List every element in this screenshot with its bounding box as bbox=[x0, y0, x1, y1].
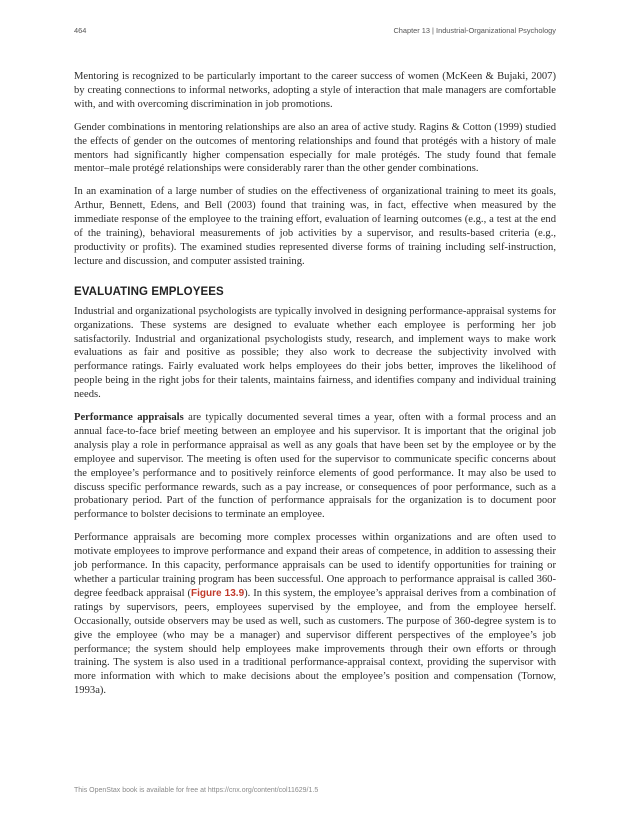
footer-note: This OpenStax book is available for free at https://cnx.org/content/col11629/1.5 bbox=[74, 787, 319, 794]
paragraph-appraisal-systems: Industrial and organizational psychologists are typically involved in designing performance-appraisal systems for organizations. These systems are designed to evaluate whether each employee is performing her job satisfactorily. Industrial and organizational psychologists study, research, and implement ways to make work evaluations as fair and positive as possible; they also work to decrease the subjectivity involved with performance ratings. Fairly evaluated work helps employees do their jobs better, improves the likelihood of people being in the right jobs for their talents, maintains fairness, and identifies company and individual training needs. bbox=[74, 305, 556, 401]
paragraph-360-feedback bbox=[74, 531, 556, 698]
paragraph-gender-combinations: Gender combinations in mentoring relationships are also an area of active study. Ragins & Cotton (1999) studied the effects of gender on the outcomes of mentoring relationships and found that protégés with a history of male mentors had significantly higher compensation especially for male protégés. The study found that female mentor–male protégé relationships were considerably rarer than the other gender combinations. bbox=[74, 121, 556, 175]
paragraph-text: are typically documented several times a year, often with a formal process and an annual face-to-face brief meeting between an employee and his supervisor. It is important that the original job analysis play a role in performance appraisal as well as any goals that have been set by the employee or by the employee and supervisor. The meeting is often used for the supervisor to communicate specific concerns about the employee’s performance and to positively reinforce elements of good performance. It may also be used to discuss specific performance rewards, such as a pay increase, or consequences of poor performance, such as a probationary period. Part of the function of performance appraisals for the organization is to document poor performance to bolster decisions to terminate an employee. bbox=[74, 412, 557, 521]
section-heading: EVALUATING EMPLOYEES bbox=[74, 285, 224, 298]
paragraph-performance-appraisals bbox=[74, 411, 556, 522]
paragraph-text-after: ). In this system, the employee’s appraisal derives from a combination of ratings by supervisors, peers, employees supervised by the employee, and from the employee herself. Occasionally, outside observers may be used as well, such as customers. The purpose of 360-degree system is to give the employee (who may be a manager) and supervisor different perspectives of the employee’s job performance; the system should help employees make improvements through their own efforts or through training. The system is also used in a traditional performance-appraisal context, providing the supervisor with more information with which to make decisions about the employee’s position and compensation (Tornow, 1993a). bbox=[74, 587, 556, 697]
body-text bbox=[74, 70, 556, 707]
page-number: 464 bbox=[74, 26, 87, 35]
paragraph-training-effectiveness: In an examination of a large number of studies on the effectiveness of organizational training to meet its goals, Arthur, Bennett, Edens, and Bell (2003) found that training was, in fact, effective when measured by the immediate response of the employee to the training effort, evaluation of learning outcomes (e.g., a test at the end of the training), behavioral measurements of job activities by a supervisor, and results-based criteria (e.g., productivity or profits). The examined studies represented diverse forms of training including self-instruction, lecture and discussion, and computer assisted training. bbox=[74, 186, 556, 267]
key-term: Performance appraisals bbox=[74, 412, 184, 424]
chapter-title: Chapter 13 | Industrial-Organizational Psychology bbox=[393, 26, 556, 35]
paragraph-mentoring-women: Mentoring is recognized to be particularly important to the career success of women (McKeen & Bujaki, 2007) by creating connections to informal networks, adopting a style of interaction that male managers are comfortable with, and with overcoming discrimination in job promotions. bbox=[74, 71, 556, 110]
paragraph-text-before: Performance appraisals are becoming more complex processes within organizations and are often used to motivate employees to improve performance and expand their areas of competence, in addition to assessing their job performance. In this capacity, performance appraisals can be used to identify opportunities for training or whether a particular training program has been successful. One approach to performance appraisal is called 360-degree feedback appraisal ( bbox=[74, 532, 556, 599]
figure-link[interactable]: Figure 13.9 bbox=[191, 587, 245, 599]
